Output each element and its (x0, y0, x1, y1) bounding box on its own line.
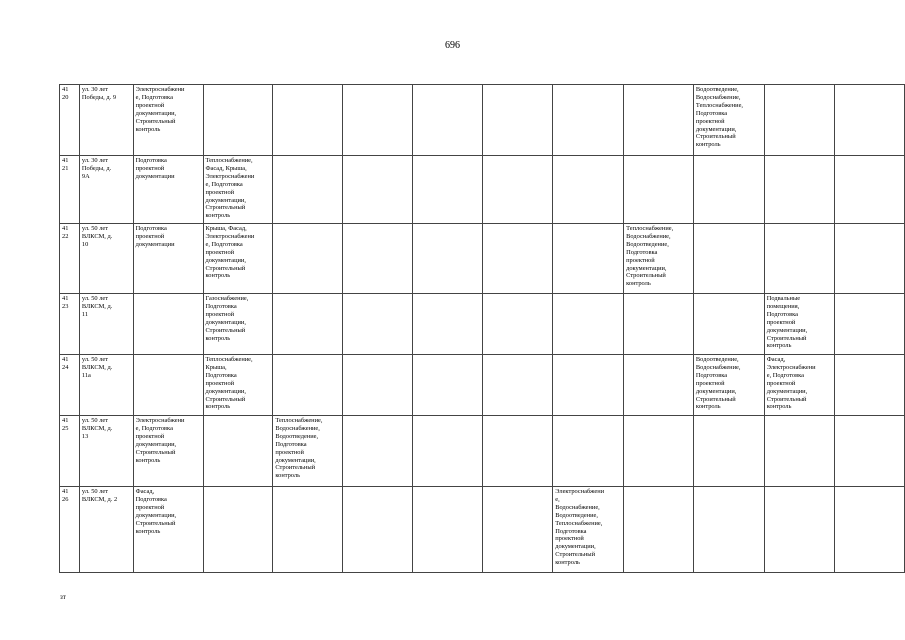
work-type-cell (412, 487, 482, 573)
work-type-cell (834, 156, 904, 224)
work-type-cell (764, 156, 834, 224)
work-type-cell (553, 224, 624, 294)
work-type-cell (624, 416, 694, 487)
work-type-cell (273, 294, 343, 355)
work-type-cell (412, 156, 482, 224)
row-number-cell: 41 22 (60, 224, 80, 294)
work-type-cell (764, 487, 834, 573)
work-type-cell (412, 294, 482, 355)
work-type-cell (834, 224, 904, 294)
work-type-cell: Теплоснабжение, Крыша, Подготовка проектной документации, Строительный контроль (203, 355, 273, 416)
work-type-cell (343, 487, 412, 573)
page-number: 696 (445, 40, 460, 51)
address-cell: ул. 50 лет ВЛКСМ, д. 11а (79, 355, 133, 416)
address-cell: ул. 30 лет Победы, д. 9А (79, 156, 133, 224)
work-type-cell: Теплоснабжение, Водоснабжение, Водоотведение, Подготовка проектной документации, Строительный контроль (624, 224, 694, 294)
work-type-cell (273, 85, 343, 156)
work-type-cell (412, 224, 482, 294)
table-row (60, 416, 905, 487)
work-type-cell: Фасад, Электроснабжени е, Подготовка проектной документации, Строительный контроль (764, 355, 834, 416)
work-type-cell (482, 224, 552, 294)
row-number-cell: 41 26 (60, 487, 80, 573)
work-type-cell: Подвальные помещения, Подготовка проектной документации, Строительный контроль (764, 294, 834, 355)
work-type-cell (273, 487, 343, 573)
row-number-cell: 41 25 (60, 416, 80, 487)
work-type-cell: Теплоснабжение, Фасад, Крыша, Электроснабжени е, Подготовка проектной документации, Строительный контроль (203, 156, 273, 224)
work-type-cell (693, 156, 764, 224)
work-type-cell (834, 85, 904, 156)
work-type-cell (693, 416, 764, 487)
work-type-cell (624, 156, 694, 224)
table-row (60, 224, 905, 294)
table-row (60, 294, 905, 355)
work-type-cell: Электроснабжени е, Водоснабжение, Водоотведение, Теплоснабжение, Подготовка проектной документации, Строительный контроль (553, 487, 624, 573)
work-type-cell (412, 416, 482, 487)
table-row (60, 156, 905, 224)
work-type-cell (834, 294, 904, 355)
table-row (60, 487, 905, 573)
address-cell: ул. 50 лет ВЛКСМ, д. 10 (79, 224, 133, 294)
work-type-cell: Электроснабжени е, Подготовка проектной документации, Строительный контроль (133, 416, 203, 487)
work-type-cell (343, 156, 412, 224)
table-row (60, 355, 905, 416)
work-type-cell (343, 224, 412, 294)
work-type-cell (834, 355, 904, 416)
work-type-cell (624, 487, 694, 573)
work-type-cell: Теплоснабжение, Водоснабжение, Водоотведение, Подготовка проектной документации, Строительный контроль (273, 416, 343, 487)
work-type-cell (203, 85, 273, 156)
work-type-cell (693, 224, 764, 294)
work-type-cell (624, 355, 694, 416)
work-type-cell (624, 294, 694, 355)
address-cell: ул. 50 лет ВЛКСМ, д. 11 (79, 294, 133, 355)
work-type-cell (624, 85, 694, 156)
row-number-cell: 41 20 (60, 85, 80, 156)
work-type-cell: Подготовка проектной документации (133, 156, 203, 224)
work-type-cell: Подготовка проектной документации (133, 224, 203, 294)
work-type-cell: Газоснабжение, Подготовка проектной документации, Строительный контроль (203, 294, 273, 355)
work-type-cell: Водоотведение, Водоснабжение, Теплоснабжение, Подготовка проектной документации, Строительный контроль (693, 85, 764, 156)
work-type-cell (764, 416, 834, 487)
work-type-cell (764, 85, 834, 156)
row-number-cell: 41 23 (60, 294, 80, 355)
repair-schedule-table (59, 84, 905, 573)
work-type-cell (553, 156, 624, 224)
work-type-cell (553, 355, 624, 416)
footer-mark: зт (60, 593, 66, 601)
work-type-cell (412, 85, 482, 156)
work-type-cell (482, 156, 552, 224)
work-type-cell (273, 355, 343, 416)
work-type-cell (412, 355, 482, 416)
work-type-cell (482, 294, 552, 355)
work-type-cell (343, 85, 412, 156)
work-type-cell: Электроснабжени е, Подготовка проектной документации, Строительный контроль (133, 85, 203, 156)
work-type-cell (834, 487, 904, 573)
address-cell: ул. 50 лет ВЛКСМ, д. 2 (79, 487, 133, 573)
address-cell: ул. 50 лет ВЛКСМ, д. 13 (79, 416, 133, 487)
work-type-cell (482, 487, 552, 573)
work-type-cell (482, 355, 552, 416)
work-type-cell (133, 355, 203, 416)
work-type-cell (343, 294, 412, 355)
work-type-cell (693, 487, 764, 573)
row-number-cell: 41 24 (60, 355, 80, 416)
row-number-cell: 41 21 (60, 156, 80, 224)
work-type-cell (553, 294, 624, 355)
work-type-cell (203, 487, 273, 573)
work-type-cell: Крыша, Фасад, Электроснабжени е, Подготовка проектной документации, Строительный контроль (203, 224, 273, 294)
work-type-cell: Фасад, Подготовка проектной документации, Строительный контроль (133, 487, 203, 573)
work-type-cell (273, 224, 343, 294)
work-type-cell (343, 355, 412, 416)
work-type-cell: Водоотведение, Водоснабжение, Подготовка проектной документации, Строительный контроль (693, 355, 764, 416)
work-type-cell (764, 224, 834, 294)
work-type-cell (553, 85, 624, 156)
work-type-cell (203, 416, 273, 487)
work-type-cell (553, 416, 624, 487)
work-type-cell (482, 85, 552, 156)
table-row (60, 85, 905, 156)
work-type-cell (343, 416, 412, 487)
work-type-cell (482, 416, 552, 487)
work-type-cell (834, 416, 904, 487)
work-type-cell (273, 156, 343, 224)
work-type-cell (693, 294, 764, 355)
work-type-cell (133, 294, 203, 355)
address-cell: ул. 30 лет Победы, д. 9 (79, 85, 133, 156)
